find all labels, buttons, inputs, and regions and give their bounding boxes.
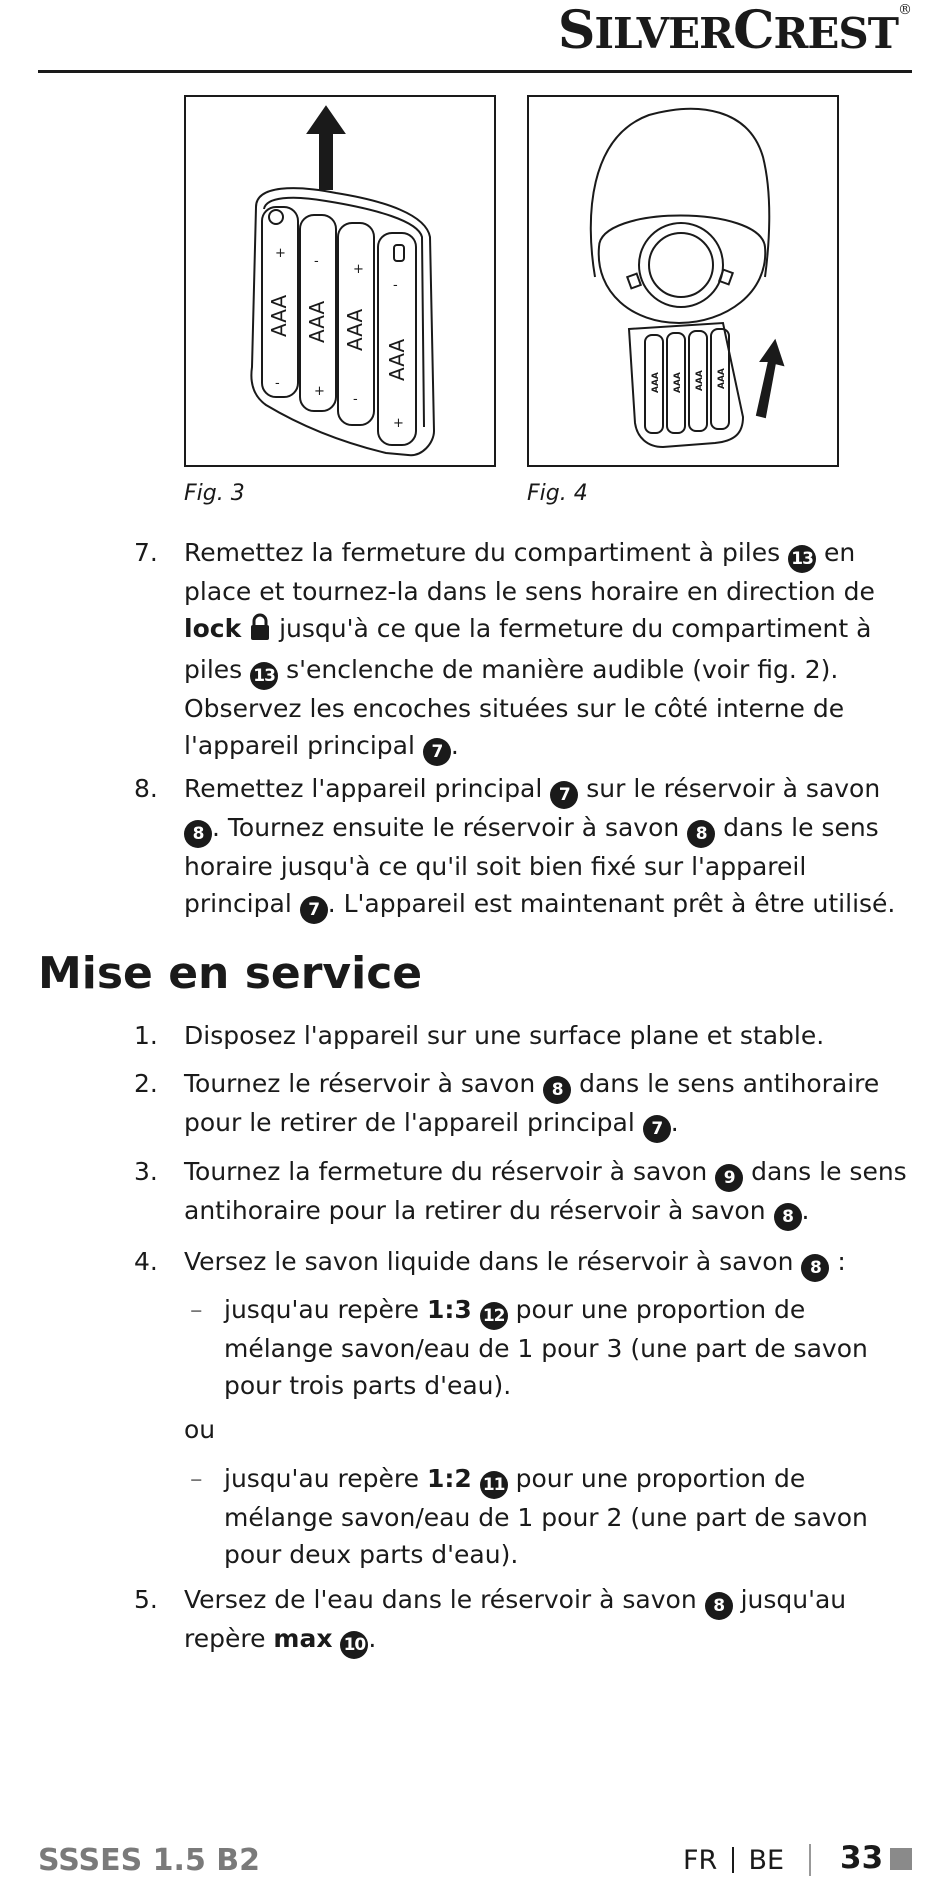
figure-3-caption: Fig. 3 (184, 481, 245, 506)
ref-marker: 13 (250, 662, 278, 690)
step-number: 8. (134, 774, 158, 803)
ref-marker: 8 (801, 1254, 829, 1282)
step-text: Versez de l'eau dans le réservoir à savon 8 jusqu'au repère max 10 . (184, 1581, 914, 1659)
svg-text:+: + (314, 384, 325, 399)
step-text: Tournez la fermeture du réservoir à savon 9 dans le sens antihoraire pour la retirer du réservoir à savon 8 . (184, 1153, 914, 1231)
svg-text:-: - (353, 392, 358, 407)
ref-marker: 8 (687, 820, 715, 848)
svg-text:+: + (393, 416, 404, 431)
ref-marker: 12 (480, 1302, 508, 1330)
figure-3 (184, 95, 496, 467)
step-number: 3. (134, 1157, 158, 1186)
lock-icon (249, 613, 271, 651)
ref-marker: 7 (300, 896, 328, 924)
step-number: 2. (134, 1069, 158, 1098)
step-text: Remettez la fermeture du compartiment à piles 13 en place et tournez-la dans le sens horaire en direction de lock jusqu'à ce que la fermeture du compartiment à piles 13 s'enclenche de manière audible (voir fig. 2). Observez les encoches situées sur le côté interne de l'appareil principal 7 . (184, 534, 914, 766)
svg-text:AAA: AAA (267, 294, 291, 337)
language-codes: FR BE (683, 1845, 785, 1876)
svg-text:AAA: AAA (343, 308, 367, 351)
page-marker-square (890, 1848, 912, 1870)
svg-text:-: - (314, 254, 319, 269)
svg-text:-: - (275, 376, 280, 391)
ref-marker: 7 (643, 1115, 671, 1143)
ref-marker: 7 (423, 738, 451, 766)
svg-text:AAA: AAA (695, 370, 705, 391)
ref-marker: 8 (705, 1592, 733, 1620)
svg-text:+: + (275, 246, 286, 261)
svg-text:-: - (393, 278, 398, 293)
ref-marker: 7 (550, 781, 578, 809)
figure-4-caption: Fig. 4 (527, 481, 588, 506)
model-number: SSSES 1.5 B2 (38, 1843, 260, 1878)
step-number: 5. (134, 1585, 158, 1614)
ref-marker: 9 (715, 1164, 743, 1192)
silvercrest-logo: SILVERCREST® (557, 0, 911, 61)
section-heading: Mise en service (38, 948, 423, 999)
step-text: Tournez le réservoir à savon 8 dans le sens antihoraire pour le retirer de l'appareil principal 7 . (184, 1065, 914, 1143)
svg-text:AAA: AAA (385, 338, 409, 381)
svg-text:AAA: AAA (673, 372, 683, 393)
device-battery-insertion-illustration (529, 97, 837, 465)
dash-bullet: – (190, 1295, 203, 1324)
ref-marker: 8 (543, 1076, 571, 1104)
step-number: 7. (134, 538, 158, 567)
step-text: Disposez l'appareil sur une surface plane et stable. (184, 1021, 825, 1050)
step-text: Versez le savon liquide dans le réservoir à savon 8 : (184, 1243, 914, 1282)
ref-marker: 8 (774, 1203, 802, 1231)
ref-marker: 8 (184, 820, 212, 848)
ref-marker: 13 (788, 545, 816, 573)
svg-text:AAA: AAA (651, 372, 661, 393)
figure-4 (527, 95, 839, 467)
sub-item-text: jusqu'au repère 1:2 11 pour une proportion de mélange savon/eau de 1 pour 2 (une part de savon pour deux parts d'eau). (224, 1464, 868, 1569)
dash-bullet: – (190, 1464, 203, 1493)
step-text: Remettez l'appareil principal 7 sur le réservoir à savon 8 . Tournez ensuite le réservoir à savon 8 dans le sens horaire jusqu'à ce qu'il soit bien fixé sur l'appareil principal 7 . L'appareil est maintenant prêt à être utilisé. (184, 770, 914, 924)
header-rule (38, 70, 912, 73)
step-number: 1. (134, 1021, 158, 1050)
step-number: 4. (134, 1247, 158, 1276)
svg-text:AAA: AAA (305, 300, 329, 343)
sub-item-text: jusqu'au repère 1:3 12 pour une proportion de mélange savon/eau de 1 pour 3 (une part de savon pour trois parts d'eau). (224, 1295, 868, 1400)
page-number: 33 (840, 1840, 884, 1876)
svg-text:+: + (353, 262, 364, 277)
battery-compartment-illustration (186, 97, 494, 465)
ref-marker: 10 (340, 1631, 368, 1659)
svg-text:AAA: AAA (717, 368, 727, 389)
ref-marker: 11 (480, 1471, 508, 1499)
footer-separator (809, 1844, 811, 1876)
